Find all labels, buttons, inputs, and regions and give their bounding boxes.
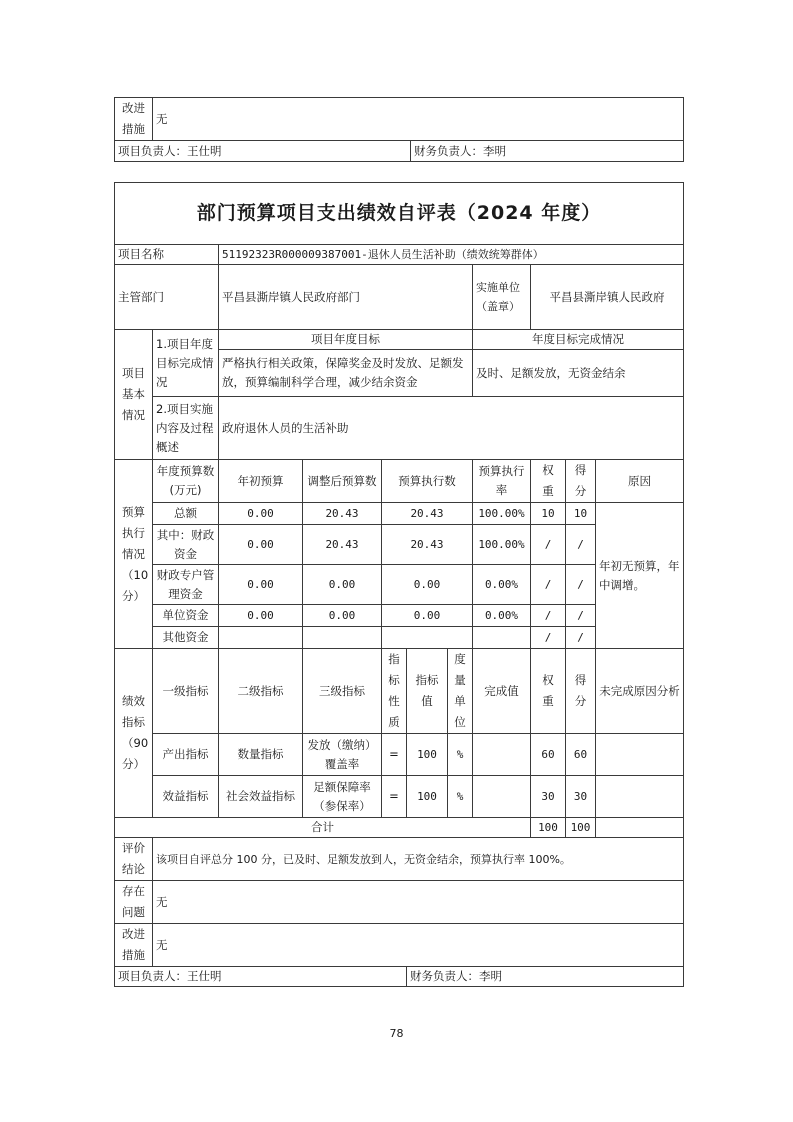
budget-adjusted: [303, 627, 382, 649]
budget-header-score: 得分: [566, 460, 596, 503]
perf-nature: =: [382, 734, 407, 776]
budget-rate: 0.00%: [473, 565, 531, 605]
perf-score: 30: [566, 776, 596, 818]
conclusion-label: 评价结论: [115, 838, 153, 881]
budget-header-executed: 预算执行数: [382, 460, 473, 503]
self-evaluation-form: [114, 182, 684, 987]
total-weight: 100: [531, 818, 566, 838]
improve-label: 改进措施: [115, 924, 153, 967]
budget-weight: /: [531, 565, 566, 605]
completion-header: 年度目标完成情况: [473, 330, 684, 350]
perf-header-l2: 二级指标: [219, 649, 303, 734]
budget-rate: [473, 627, 531, 649]
budget-rate: 100.00%: [473, 503, 531, 525]
project-name-label: 项目名称: [115, 245, 219, 265]
perf-value: 100: [407, 734, 448, 776]
goal-text: 严格执行相关政策，保障奖金及时发放、足额发放，预算编制科学合理，减少结余资金: [219, 350, 473, 397]
perf-row: [115, 734, 684, 776]
perf-unit: %: [448, 734, 473, 776]
perf-l3: 足额保障率（参保率）: [303, 776, 382, 818]
budget-row-name: 总额: [153, 503, 219, 525]
total-reason: [596, 818, 684, 838]
budget-weight: /: [531, 605, 566, 627]
perf-header-nature: 指标性质: [382, 649, 407, 734]
perf-l2: 数量指标: [219, 734, 303, 776]
conclusion-text: 该项目自评总分 100 分，已及时、足额发放到人，无资金结余，预算执行率 100%。: [153, 838, 684, 881]
budget-weight: 10: [531, 503, 566, 525]
budget-initial: 0.00: [219, 605, 303, 627]
finance-lead: 财务负责人：李明: [407, 967, 684, 987]
budget-score: /: [566, 525, 596, 565]
budget-score: 10: [566, 503, 596, 525]
problem-text: 无: [153, 881, 684, 924]
perf-l2: 社会效益指标: [219, 776, 303, 818]
dept-value: 平昌县澌岸镇人民政府部门: [219, 265, 473, 330]
budget-weight: /: [531, 525, 566, 565]
project-lead: 项目负责人：王仕明: [115, 141, 411, 162]
budget-rate: 100.00%: [473, 525, 531, 565]
problem-label: 存在问题: [115, 881, 153, 924]
improve-label: 改进措施: [115, 98, 153, 141]
perf-weight: 60: [531, 734, 566, 776]
perf-score: 60: [566, 734, 596, 776]
perf-value: 100: [407, 776, 448, 818]
perf-reason: [596, 734, 684, 776]
budget-header-adjusted: 调整后预算数: [303, 460, 382, 503]
perf-header-value: 指标值: [407, 649, 448, 734]
improve-value: 无: [153, 98, 684, 141]
previous-table-fragment: [114, 97, 684, 162]
perf-weight: 30: [531, 776, 566, 818]
budget-header-reason: 原因: [596, 460, 684, 503]
perf-reason: [596, 776, 684, 818]
form-title: 部门预算项目支出绩效自评表（2024 年度）: [115, 183, 684, 245]
budget-group-label: 预算执行情况（10分）: [115, 460, 153, 649]
project-name-value: 51192323R000009387001-退休人员生活补助（绩效统筹群体）: [219, 245, 684, 265]
perf-header-done: 完成值: [473, 649, 531, 734]
budget-rate: 0.00%: [473, 605, 531, 627]
budget-adjusted: 0.00: [303, 605, 382, 627]
perf-l1: 产出指标: [153, 734, 219, 776]
budget-header-weight: 权重: [531, 460, 566, 503]
budget-reason: 年初无预算，年中调增。: [596, 503, 684, 649]
impl-content-text: 政府退休人员的生活补助: [219, 397, 684, 460]
total-label: 合计: [115, 818, 531, 838]
budget-header-rate: 预算执行率: [473, 460, 531, 503]
perf-header-unit: 度量单位: [448, 649, 473, 734]
perf-header-reason: 未完成原因分析: [596, 649, 684, 734]
budget-score: /: [566, 605, 596, 627]
budget-executed: 0.00: [382, 565, 473, 605]
page-number: 78: [389, 1027, 404, 1040]
budget-initial: [219, 627, 303, 649]
budget-row-name: 其他资金: [153, 627, 219, 649]
improve-text: 无: [153, 924, 684, 967]
budget-adjusted: 0.00: [303, 565, 382, 605]
budget-row-name: 其中：财政资金: [153, 525, 219, 565]
budget-initial: 0.00: [219, 565, 303, 605]
budget-executed: 20.43: [382, 503, 473, 525]
budget-header-initial: 年初预算: [219, 460, 303, 503]
budget-adjusted: 20.43: [303, 503, 382, 525]
perf-nature: =: [382, 776, 407, 818]
budget-adjusted: 20.43: [303, 525, 382, 565]
finance-lead: 财务负责人：李明: [411, 141, 684, 162]
perf-header-score: 得分: [566, 649, 596, 734]
impl-unit-value: 平昌县澌岸镇人民政府: [531, 265, 684, 330]
budget-executed: [382, 627, 473, 649]
project-lead: 项目负责人：王仕明: [115, 967, 407, 987]
impl-content-label: 2.项目实施内容及过程概述: [153, 397, 219, 460]
budget-initial: 0.00: [219, 503, 303, 525]
perf-row: [115, 776, 684, 818]
budget-row-name: 单位资金: [153, 605, 219, 627]
budget-executed: 0.00: [382, 605, 473, 627]
goal-header: 项目年度目标: [219, 330, 473, 350]
perf-header-weight: 权重: [531, 649, 566, 734]
budget-row-name: 财政专户管理资金: [153, 565, 219, 605]
dept-label: 主管部门: [115, 265, 219, 330]
budget-initial: 0.00: [219, 525, 303, 565]
perf-group-label: 绩效指标（90分）: [115, 649, 153, 818]
perf-header-l1: 一级指标: [153, 649, 219, 734]
budget-score: /: [566, 565, 596, 605]
perf-header-l3: 三级指标: [303, 649, 382, 734]
perf-done: [473, 734, 531, 776]
budget-header-category: 年度预算数(万元): [153, 460, 219, 503]
budget-row: [115, 503, 684, 525]
goal-label: 1.项目年度目标完成情况: [153, 330, 219, 397]
budget-score: /: [566, 627, 596, 649]
budget-executed: 20.43: [382, 525, 473, 565]
perf-l3: 发放（缴纳）覆盖率: [303, 734, 382, 776]
perf-l1: 效益指标: [153, 776, 219, 818]
budget-weight: /: [531, 627, 566, 649]
perf-done: [473, 776, 531, 818]
impl-unit-label: 实施单位（盖章）: [473, 265, 531, 330]
perf-unit: %: [448, 776, 473, 818]
basic-info-label: 项目基本情况: [115, 330, 153, 460]
total-score: 100: [566, 818, 596, 838]
completion-text: 及时、足额发放，无资金结余: [473, 350, 684, 397]
